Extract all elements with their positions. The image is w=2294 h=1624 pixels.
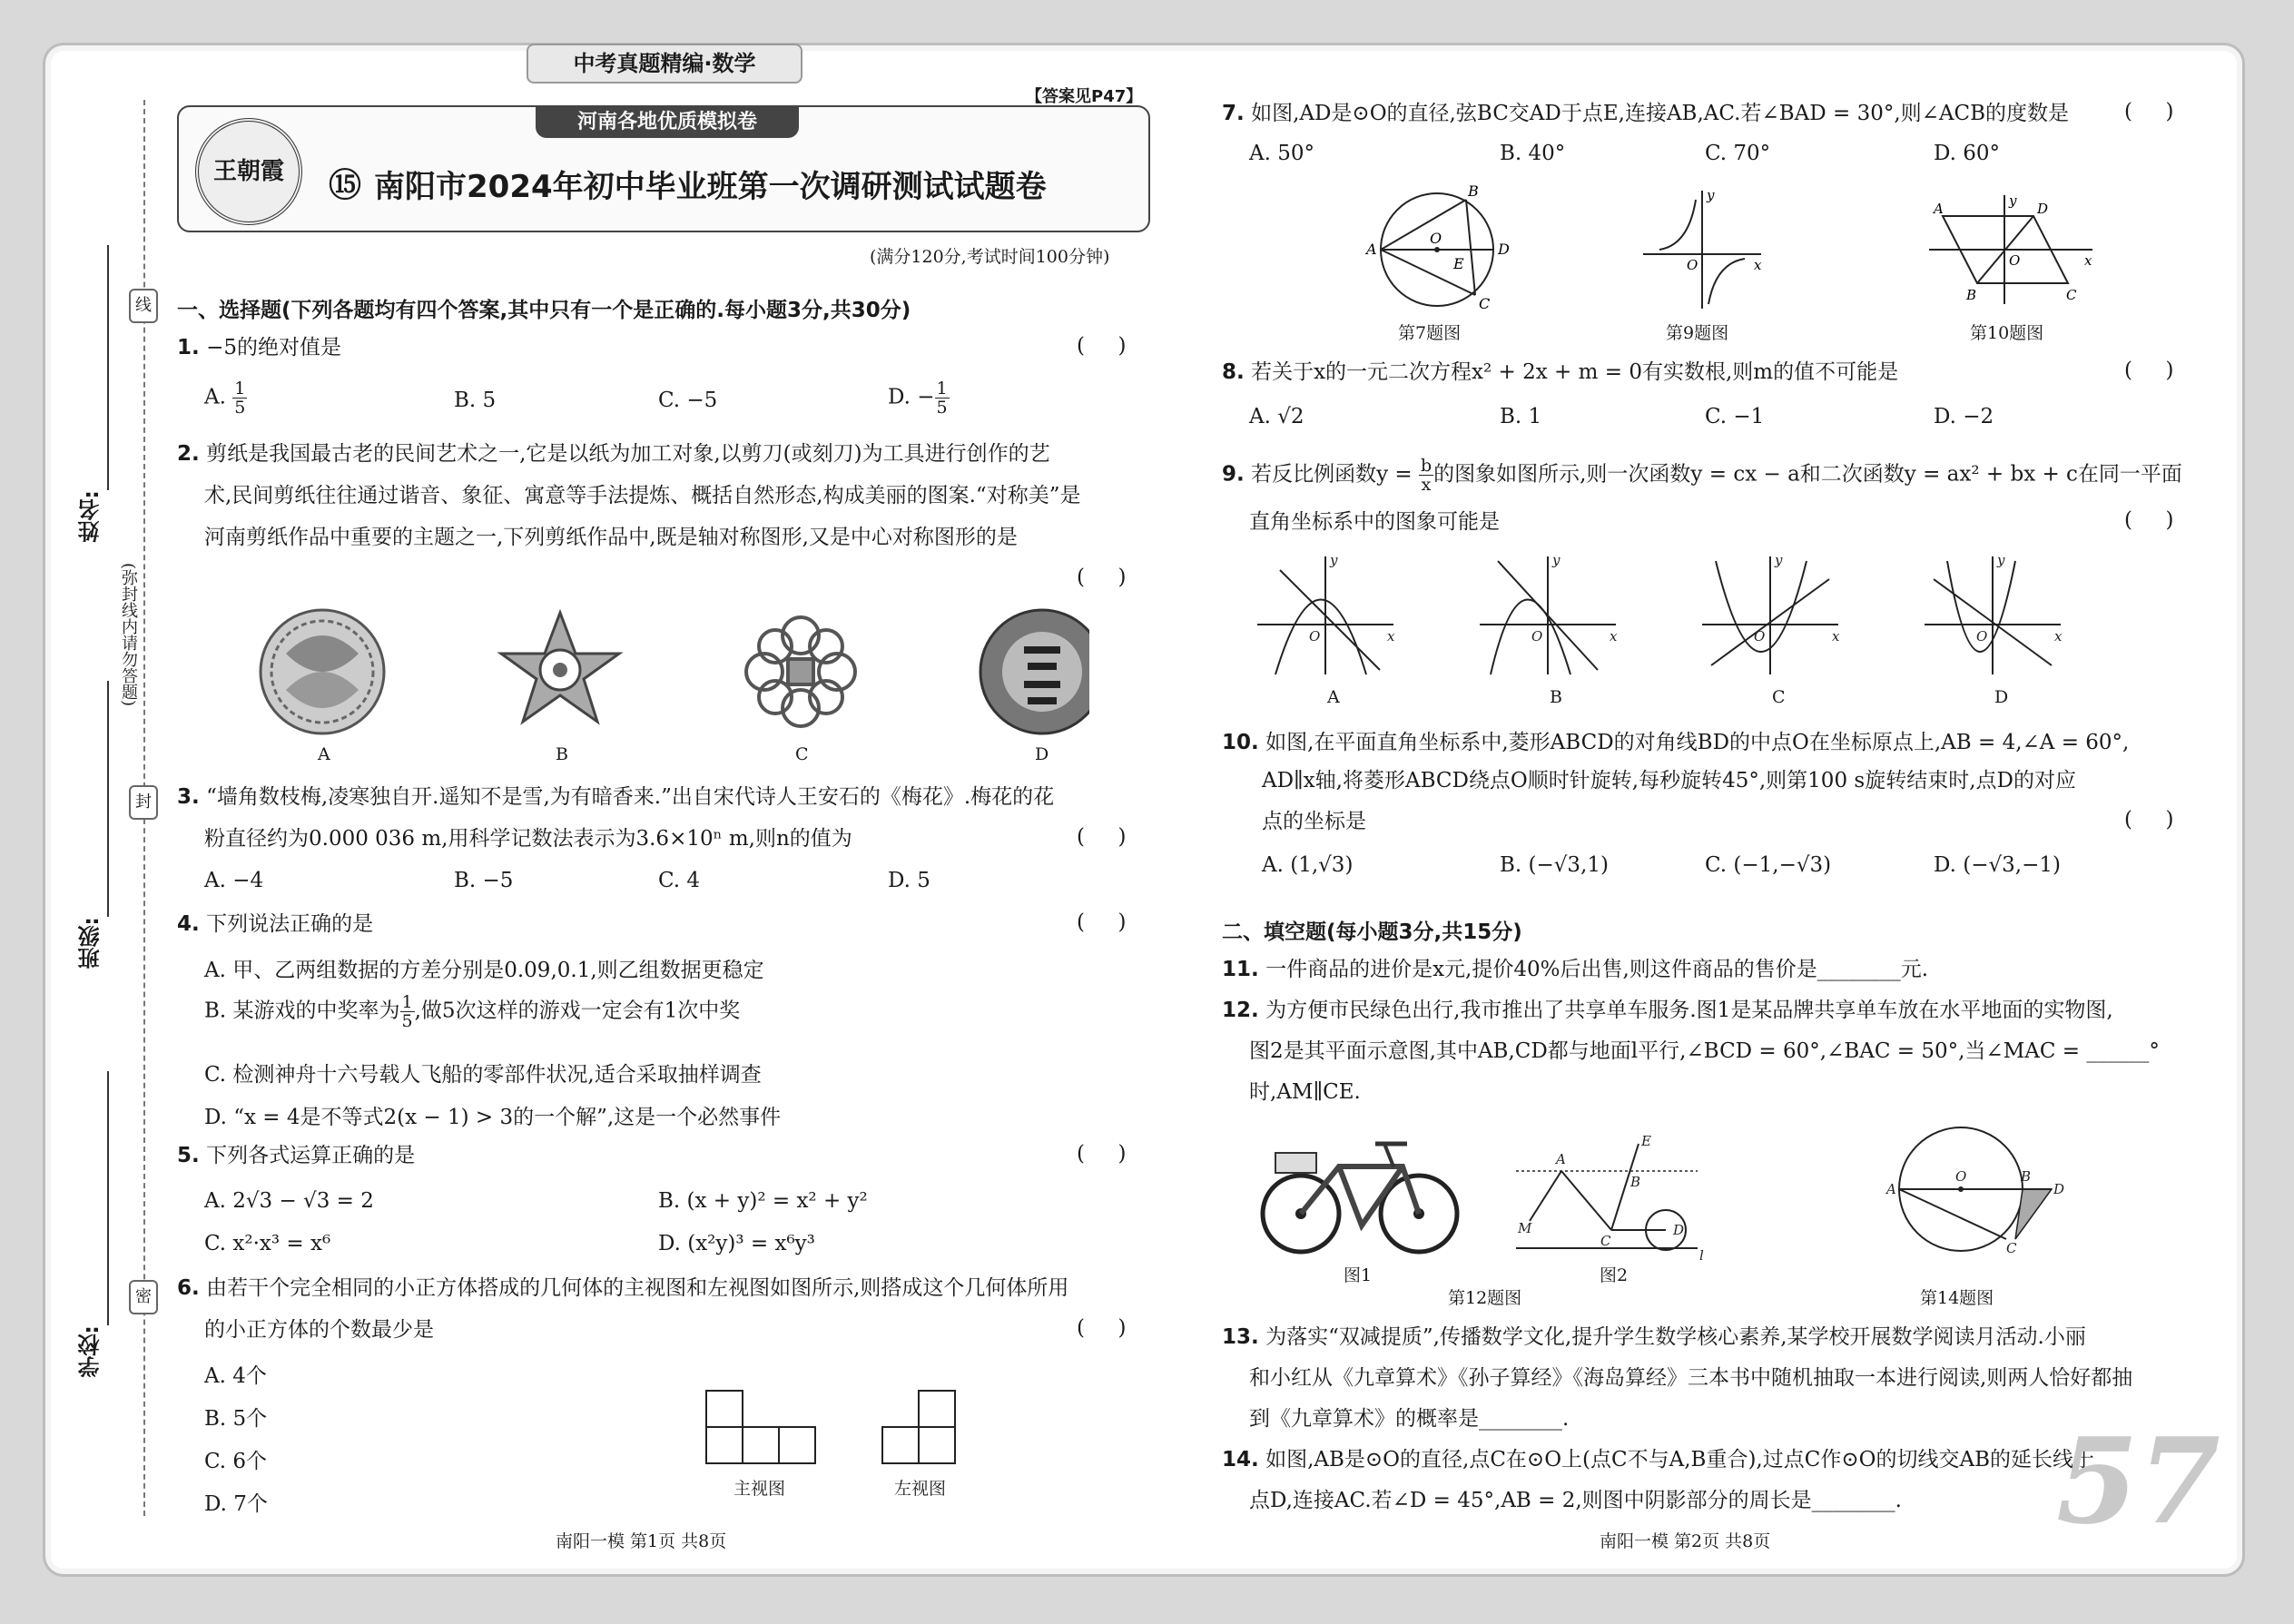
q5-option-a[interactable]: A. 2√3 − √3 = 2: [204, 1189, 374, 1213]
q9-option-graphs: [1253, 552, 2088, 679]
q4-option-d[interactable]: D. “x = 4是不等式2(x − 1) > 3的一个解”,这是一个必然事件: [204, 1106, 782, 1129]
q4-option-c[interactable]: C. 检测神舟十六号载人飞船的零部件状况,适合采取抽样调查: [204, 1063, 762, 1087]
svg-text:x: x: [1387, 628, 1395, 645]
seal-note: (弥封线内请勿答题): [119, 563, 138, 707]
q13-line-3: 到《九章算术》的概率是________.: [1249, 1407, 1570, 1431]
svg-text:y: y: [1775, 552, 1783, 568]
svg-text:l: l: [1699, 1247, 1704, 1262]
school-field-line: [107, 1071, 109, 1325]
q9-graph-b: [1480, 556, 1616, 674]
svg-text:y: y: [1707, 187, 1715, 203]
svg-text:B: B: [1966, 287, 1977, 303]
svg-text:E: E: [1641, 1135, 1651, 1149]
q10-option-c[interactable]: C. (−1,−√3): [1705, 853, 1832, 877]
q6-option-d[interactable]: D. 7个: [204, 1492, 268, 1516]
q12-line-3: 时,AM∥CE.: [1249, 1080, 1361, 1104]
q2-line-3: 河南剪纸作品中重要的主题之一,下列剪纸作品中,既是轴对称图形,又是中心对称图形的是: [204, 526, 1018, 549]
q10-answer-blank[interactable]: ( ): [2124, 808, 2174, 832]
seal-mark-mi: 密: [129, 1280, 158, 1314]
svg-text:C: C: [1479, 295, 1491, 312]
q7-option-b[interactable]: B. 40°: [1500, 142, 1566, 165]
q5-option-b[interactable]: B. (x + y)² = x² + y²: [658, 1189, 868, 1213]
q7-option-d[interactable]: D. 60°: [1934, 142, 2001, 165]
q3-option-d[interactable]: D. 5: [888, 869, 930, 892]
q5-stem: 5. 下列各式运算正确的是: [177, 1144, 416, 1167]
seal-mark-feng: 封: [129, 785, 158, 820]
fig10-caption: 第10题图: [1970, 323, 2044, 343]
right-page-footer: 南阳一模 第2页 共8页: [1600, 1531, 1771, 1551]
q9-graph-c: [1702, 556, 1838, 674]
q3-line-2: 粉直径约为0.000 036 m,用科学记数法表示为3.6×10ⁿ m,则n的值为: [204, 827, 852, 851]
svg-text:C: C: [2006, 1240, 2017, 1256]
papercut-label-a: A: [318, 744, 330, 764]
answer-ref: 【答案见P47】: [1026, 87, 1143, 106]
papercut-a-image: [261, 610, 384, 733]
q10-line-3: 点的坐标是: [1262, 810, 1366, 833]
svg-text:O: O: [1531, 628, 1543, 645]
q9-label-c: C: [1772, 687, 1786, 707]
svg-text:O: O: [1309, 628, 1321, 645]
papercut-label-b: B: [556, 744, 568, 764]
q4-option-a[interactable]: A. 甲、乙两组数据的方差分别是0.09,0.1,则乙组数据更稳定: [204, 959, 764, 982]
section-2-heading: 二、填空题(每小题3分,共15分): [1222, 920, 1522, 944]
svg-text:x: x: [2084, 252, 2092, 269]
svg-text:O: O: [1430, 230, 1442, 247]
svg-text:A: A: [1934, 201, 1944, 217]
q13-line-2: 和小红从《九章算术》《孙子算经》《海岛算经》三本书中随机抽取一本进行阅读,则两人恰好都抽: [1249, 1366, 2133, 1390]
front-view-shape: [706, 1391, 815, 1463]
svg-text:A: A: [1366, 241, 1377, 258]
q5-option-c[interactable]: C. x²·x³ = x⁶: [204, 1232, 331, 1255]
q9-graph-d: [1925, 556, 2061, 674]
svg-text:E: E: [1453, 255, 1464, 272]
q9-label-d: D: [1994, 687, 2009, 707]
q1-option-b[interactable]: B. 5: [454, 389, 497, 412]
papercut-d-image: [980, 610, 1089, 733]
svg-text:B: B: [2021, 1168, 2032, 1185]
q3-line-1: 3. “墙角数枝梅,凌寒独自开.遥知不是雪,为有暗香来.”出自宋代诗人王安石的《梅花》.梅花的花: [177, 785, 1055, 809]
class-label: 班级:: [78, 917, 103, 969]
q4-stem: 4. 下列说法正确的是: [177, 912, 374, 936]
q14-line-2: 点D,连接AC.若∠D = 45°,AB = 2,则图中阴影部分的周长是________.: [1249, 1489, 1902, 1512]
q9-label-a: A: [1327, 687, 1340, 707]
q9-answer-blank[interactable]: ( ): [2124, 508, 2174, 532]
svg-text:A: A: [1886, 1181, 1896, 1197]
svg-text:O: O: [1955, 1168, 1967, 1185]
fig7-caption: 第7题图: [1398, 323, 1462, 343]
q7-circle-figure: [1357, 182, 1521, 318]
q6-option-b[interactable]: B. 5个: [204, 1407, 268, 1431]
svg-text:y: y: [2009, 192, 2017, 209]
svg-text:O: O: [1976, 628, 1988, 645]
q7-stem: 7. 如图,AD是⊙O的直径,弦BC交AD于点E,连接AB,AC.若∠BAD = 30°,则∠ACB的度数是: [1222, 102, 2070, 125]
q6-front-view-label: 主视图: [733, 1479, 786, 1499]
q6-line-2: 的小正方体的个数最少是: [204, 1318, 434, 1342]
svg-text:y: y: [1997, 552, 2005, 568]
q6-option-a[interactable]: A. 4个: [204, 1364, 267, 1388]
svg-text:O: O: [2009, 252, 2021, 269]
q9-graph-a: [1257, 556, 1393, 674]
papercut-label-d: D: [1035, 744, 1049, 764]
q10-option-a[interactable]: A. (1,√3): [1262, 853, 1354, 877]
q1-option-d[interactable]: D. − $\frac{1}{5}$: [888, 379, 948, 418]
papercut-label-c: C: [795, 744, 809, 764]
svg-text:B: B: [1630, 1174, 1641, 1190]
q3-option-a[interactable]: A. −4: [204, 869, 264, 892]
svg-text:O: O: [1687, 257, 1698, 273]
fig12-2-caption: 图2: [1600, 1265, 1629, 1285]
q7-option-a[interactable]: A. 50°: [1249, 142, 1314, 165]
fig12-1-caption: 图1: [1344, 1265, 1373, 1285]
q9-line-2: 直角坐标系中的图象可能是: [1249, 510, 1500, 534]
svg-text:x: x: [1610, 628, 1618, 645]
q9-label-b: B: [1550, 687, 1562, 707]
name-label: 姓名:: [78, 490, 103, 543]
svg-text:D: D: [1498, 241, 1510, 258]
q8-option-c[interactable]: C. −1: [1705, 405, 1765, 428]
q10-option-d[interactable]: D. (−√3,−1): [1934, 853, 2061, 877]
q8-option-a[interactable]: A. √2: [1249, 405, 1305, 428]
svg-text:x: x: [1754, 257, 1762, 273]
q1-stem: 1. −5的绝对值是: [177, 336, 341, 359]
q2-line-1: 2. 剪纸是我国最古老的民间艺术之一,它是以纸为加工对象,以剪刀(或刻刀)为工具进行创作的艺: [177, 442, 1050, 466]
left-view-shape: [882, 1391, 955, 1463]
svg-text:y: y: [1330, 552, 1338, 568]
q12-schematic-figure: [1507, 1135, 1716, 1262]
left-page-footer: 南阳一模 第1页 共8页: [556, 1531, 727, 1551]
papercut-b-image: [501, 613, 619, 722]
exam-number: ⑮: [329, 167, 362, 204]
q8-stem: 8. 若关于x的一元二次方程x² + 2x + m = 0有实数根,则m的值不可能是: [1222, 360, 1899, 384]
q4-option-b[interactable]: B. 某游戏的中奖率为 $\frac{1}{5}$ ,做5次这样的游戏一定会有1次中奖: [204, 992, 741, 1031]
q10-option-b[interactable]: B. (−√3,1): [1500, 853, 1609, 877]
fig12-caption: 第12题图: [1448, 1288, 1522, 1308]
svg-text:O: O: [1754, 628, 1766, 645]
svg-text:C: C: [1600, 1233, 1611, 1249]
school-label: 学校:: [78, 1325, 103, 1378]
svg-text:D: D: [2053, 1181, 2065, 1197]
q12-bicycle-photo: [1257, 1130, 1462, 1257]
q3-answer-blank[interactable]: ( ): [1077, 825, 1127, 849]
q12-line-1: 12. 为方便市民绿色出行,我市推出了共享单车服务.图1是某品牌共享单车放在水平地面的实物图,: [1222, 999, 2113, 1022]
q10-line-1: 10. 如图,在平面直角坐标系中,菱形ABCD的对角线BD的中点O在坐标原点上,AB = 4,∠A = 60°,: [1222, 731, 2130, 754]
q3-option-b[interactable]: B. −5: [454, 869, 514, 892]
q6-option-c[interactable]: C. 6个: [204, 1450, 268, 1473]
q8-answer-blank[interactable]: ( ): [2124, 359, 2174, 382]
svg-text:D: D: [1673, 1222, 1685, 1238]
q2-line-2: 术,民间剪纸往往通过谐音、象征、寓意等手法提炼、概括自然形态,构成美丽的图案.“对称美”是: [204, 484, 1081, 507]
q7-option-c[interactable]: C. 70°: [1705, 142, 1771, 165]
svg-text:C: C: [2066, 287, 2077, 303]
fig14-caption: 第14题图: [1920, 1288, 1994, 1308]
name-field-line: [107, 245, 109, 490]
q9-hyperbola-figure: [1634, 186, 1770, 313]
class-field-line: [107, 681, 109, 917]
q9-line-1: 9. 若反比例函数y = $\frac{b}{x}$ 的图象如图所示,则一次函数y = cx − a和二次函数y = ax² + bx + c在同一平面: [1222, 456, 2182, 495]
q1-answer-blank[interactable]: ( ): [1077, 334, 1127, 358]
q11-stem: 11. 一件商品的进价是x元,提价40%后出售,则这件商品的售价是________元.: [1222, 958, 1929, 981]
q8-option-b[interactable]: B. 1: [1500, 405, 1542, 428]
svg-text:y: y: [1552, 552, 1561, 568]
q1-option-a[interactable]: A. $\frac{1}{5}$: [204, 379, 246, 418]
top-tab: 中考真题精编·数学: [527, 44, 802, 84]
svg-text:A: A: [1556, 1151, 1566, 1167]
q3-option-c[interactable]: C. 4: [658, 869, 701, 892]
exam-info: (满分120分,考试时间100分钟): [870, 247, 1110, 267]
svg-text:B: B: [1468, 182, 1479, 200]
q6-left-view-label: 左视图: [894, 1479, 947, 1499]
fig9-caption: 第9题图: [1666, 323, 1729, 343]
q10-line-2: AD∥x轴,将菱形ABCD绕点O顺时针旋转,每秒旋转45°,则第100 s旋转结束时,点D的对应: [1262, 769, 2076, 792]
q6-line-1: 6. 由若干个完全相同的小正方体搭成的几何体的主视图和左视图如图所示,则搭成这个几何体所用: [177, 1276, 1069, 1300]
papercut-c-image: [746, 617, 855, 726]
q8-option-d[interactable]: D. −2: [1934, 405, 1994, 428]
exam-title: 南阳市2024年初中毕业班第一次调研测试试题卷: [374, 169, 1047, 205]
q7-answer-blank[interactable]: ( ): [2124, 100, 2174, 123]
svg-text:D: D: [2037, 201, 2049, 217]
q1-option-c[interactable]: C. −5: [658, 389, 718, 412]
q5-option-d[interactable]: D. (x²y)³ = x⁶y³: [658, 1232, 815, 1255]
svg-text:x: x: [1832, 628, 1840, 645]
q2-papercut-figures: [245, 599, 1089, 772]
svg-text:M: M: [1518, 1220, 1532, 1236]
seal-mark-xian: 线: [129, 289, 158, 323]
q4-answer-blank[interactable]: ( ): [1077, 910, 1127, 934]
q12-line-2: 图2是其平面示意图,其中AB,CD都与地面l平行,∠BCD = 60°,∠BAC = 50°,当∠MAC = ______°: [1249, 1039, 2160, 1063]
page-number: 57: [2056, 1412, 2220, 1550]
svg-text:x: x: [2054, 628, 2063, 645]
q6-views-figure: [699, 1387, 971, 1469]
section-1-heading: 一、选择题(下列各题均有四个答案,其中只有一个是正确的.每小题3分,共30分): [177, 299, 911, 322]
q10-rhombus-figure: [1925, 191, 2097, 309]
q2-answer-blank[interactable]: ( ): [1077, 566, 1127, 589]
q6-answer-blank[interactable]: ( ): [1077, 1316, 1127, 1340]
logo: 王朝霞: [195, 118, 302, 225]
q14-circle-figure: [1870, 1121, 2079, 1257]
q13-line-1: 13. 为落实“双减提质”,传播数学文化,提升学生数学核心素养,某学校开展数学阅读月活动.小丽: [1222, 1325, 2086, 1349]
q5-answer-blank[interactable]: ( ): [1077, 1142, 1127, 1166]
q14-line-1: 14. 如图,AB是⊙O的直径,点C在⊙O上(点C不与A,B重合),过点C作⊙O的切线交AB的延长线于: [1222, 1448, 2094, 1471]
subtitle-banner: 河南各地优质模拟卷: [536, 107, 799, 138]
